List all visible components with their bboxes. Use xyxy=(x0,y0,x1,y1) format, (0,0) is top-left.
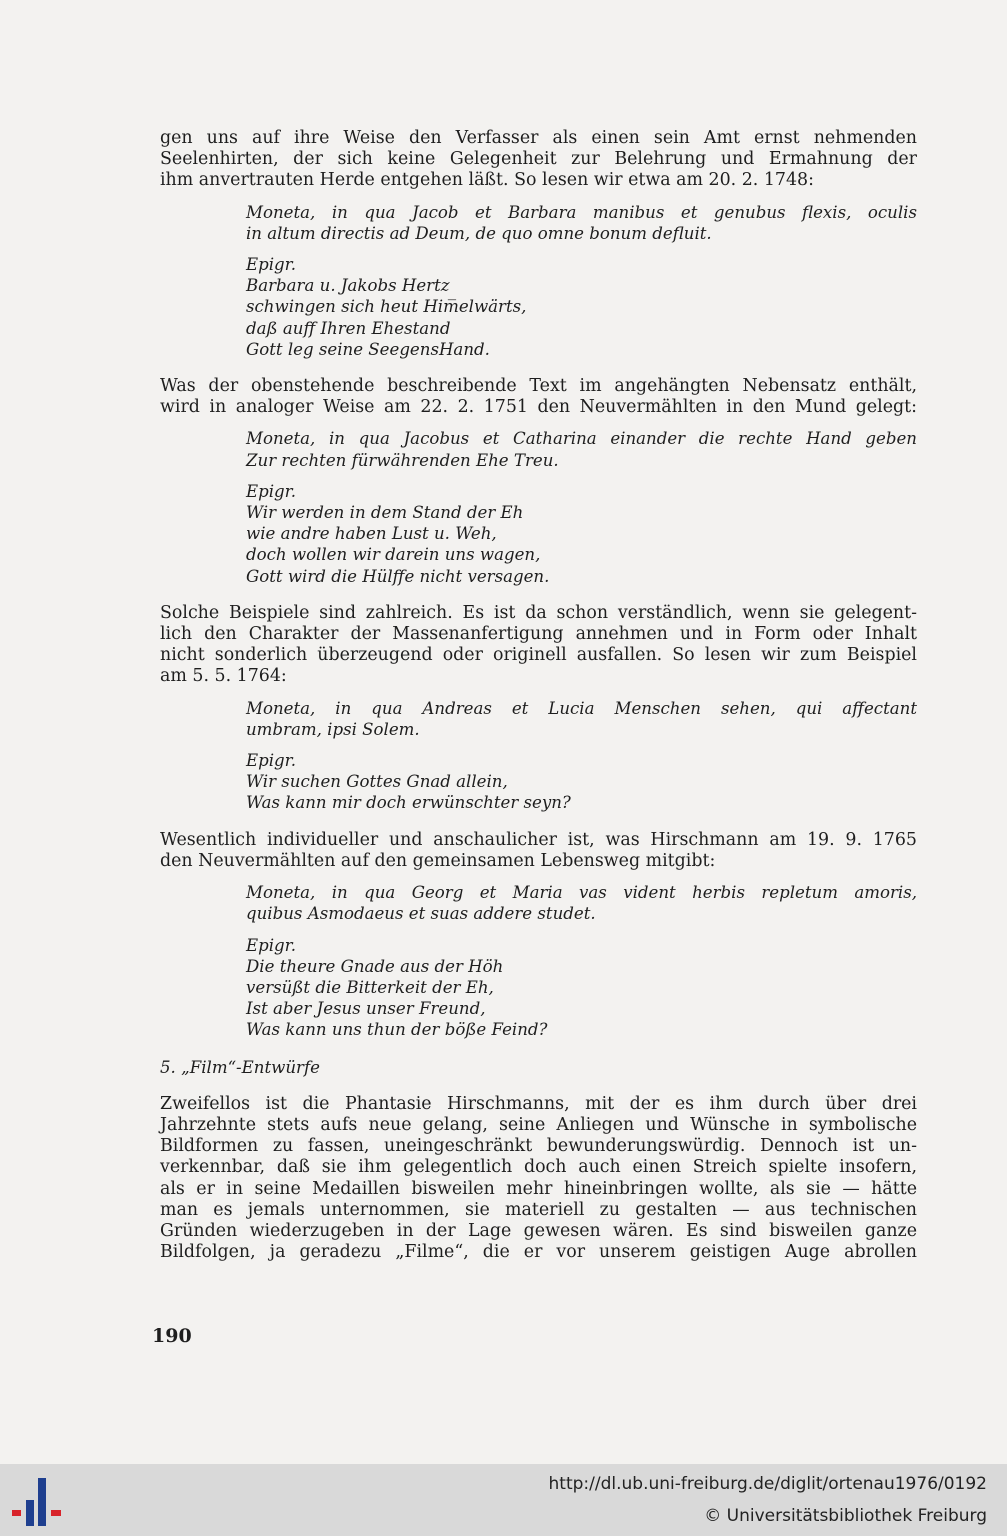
text-line: als er in seine Medaillen bisweilen mehr hineinbringen wollte, als sie — hätte xyxy=(160,1178,917,1199)
motto-line: umbram, ipsi Solem. xyxy=(246,719,420,739)
paragraph-4 xyxy=(160,830,917,872)
text-line: Gründen wiederzugeben in der Lage gewesen wären. Es sind bisweilen ganze xyxy=(160,1220,917,1241)
motto-line: Zur rechten fürwährenden Ehe Treu. xyxy=(246,450,559,470)
permalink-url[interactable]: http://dl.ub.uni-freiburg.de/diglit/ortenau1976/0192 xyxy=(548,1474,987,1494)
motto-line: Moneta, in qua Jacob et Barbara manibus et genubus flexis, oculis xyxy=(246,202,917,222)
text-line: lich den Charakter der Massenanfertigung annehmen und in Form oder Inhalt xyxy=(160,624,917,645)
text-line: Bildformen zu fassen, uneingeschränkt bewunderungswürdig. Dennoch ist un- xyxy=(160,1136,917,1157)
epigram-label: Epigr. xyxy=(246,481,297,501)
verse-line: schwingen sich heut Him̅elwärts, xyxy=(246,297,527,317)
ub-freiburg-logo-icon[interactable] xyxy=(10,1474,66,1528)
motto-line: Moneta, in qua Jacobus et Catharina einander die rechte Hand geben xyxy=(246,429,917,449)
section-heading: 5. „Film“-Entwürfe xyxy=(160,1057,320,1077)
text-line: am 5. 5. 1764: xyxy=(160,666,287,687)
medal-quote-3 xyxy=(246,698,917,814)
paragraph-2 xyxy=(160,376,917,418)
body-text xyxy=(160,128,917,1263)
verse-line: Wir suchen Gottes Gnad allein, xyxy=(246,772,508,792)
text-line: verkennbar, daß sie ihm gelegentlich doch auch einen Streich spielte insofern, xyxy=(160,1157,917,1178)
epigram-label: Epigr. xyxy=(246,751,297,771)
verse-line: Gott wird die Hülffe nicht versagen. xyxy=(246,566,550,586)
verse-line: Die theure Gnade aus der Höh xyxy=(246,956,504,976)
text-line: wird in analoger Weise am 22. 2. 1751 den Neuvermählten in den Mund gelegt: xyxy=(160,397,917,418)
text-line: Was der obenstehende beschreibende Text im angehängten Nebensatz enthält, xyxy=(160,376,917,397)
epigram-label: Epigr. xyxy=(246,935,297,955)
text-line: Seelenhirten, der sich keine Gelegenheit zur Belehrung und Ermahnung der xyxy=(160,149,917,170)
verse-line: Was kann mir doch erwünschter seyn? xyxy=(246,793,571,813)
verse-line: Gott leg seine SeegensHand. xyxy=(246,339,490,359)
text-line: Jahrzehnte stets aufs neue gelang, seine Anliegen und Wünsche in symbolische xyxy=(160,1114,917,1135)
text-line: nicht sonderlich überzeugend oder originell ausfallen. So lesen wir zum Beispiel xyxy=(160,645,917,666)
motto-line: in altum directis ad Deum, de quo omne bonum defluit. xyxy=(246,223,712,243)
verse-line: Was kann uns thun der böße Feind? xyxy=(246,1020,548,1040)
verse-line: versüßt die Bitterkeit der Eh, xyxy=(246,977,494,997)
text-line: Zweifellos ist die Phantasie Hirschmanns, mit der es ihm durch über drei xyxy=(160,1093,917,1114)
text-line: Wesentlich individueller und anschaulicher ist, was Hirschmann am 19. 9. 1765 xyxy=(160,829,917,850)
text-line: Solche Beispiele sind zahlreich. Es ist da schon verständlich, wenn sie gelegent- xyxy=(160,602,917,623)
page-number: 190 xyxy=(152,1325,192,1347)
motto-line: Moneta, in qua Georg et Maria vas vident herbis repletum amoris, xyxy=(246,883,917,903)
text-line: gen uns auf ihre Weise den Verfasser als einen sein Amt ernst nehmenden xyxy=(160,128,917,148)
verse-line: daß auff Ihren Ehestand xyxy=(246,318,451,338)
viewer-footer xyxy=(0,1464,1007,1536)
verse-line: Ist aber Jesus unser Freund, xyxy=(246,999,486,1019)
text-line: Bildfolgen, ja geradezu „Filme“, die er vor unserem geistigen Auge abrollen xyxy=(160,1242,917,1263)
paragraph-1 xyxy=(160,128,917,192)
text-line: man es jemals unternommen, sie materiell zu gestalten — aus technischen xyxy=(160,1199,917,1220)
verse-line: wie andre haben Lust u. Weh, xyxy=(246,524,497,544)
medal-quote-4 xyxy=(246,882,917,1040)
verse-line: Wir werden in dem Stand der Eh xyxy=(246,503,524,523)
paragraph-5 xyxy=(160,1094,917,1264)
verse-line: Barbara u. Jakobs Hertz xyxy=(246,276,450,296)
epigram-label: Epigr. xyxy=(246,255,297,275)
motto-line: Moneta, in qua Andreas et Lucia Menschen sehen, qui affectant xyxy=(246,698,917,718)
copyright-notice: © Universitätsbibliothek Freiburg xyxy=(704,1506,987,1526)
text-line: ihm anvertrauten Herde entgehen läßt. So lesen wir etwa am 20. 2. 1748: xyxy=(160,170,814,191)
medal-quote-1 xyxy=(246,202,917,360)
verse-line: doch wollen wir darein uns wagen, xyxy=(246,545,541,565)
text-line: den Neuvermählten auf den gemeinsamen Lebensweg mitgibt: xyxy=(160,850,716,871)
paragraph-3 xyxy=(160,603,917,688)
medal-quote-2 xyxy=(246,428,917,586)
motto-line: quibus Asmodaeus et suas addere studet. xyxy=(246,904,596,924)
